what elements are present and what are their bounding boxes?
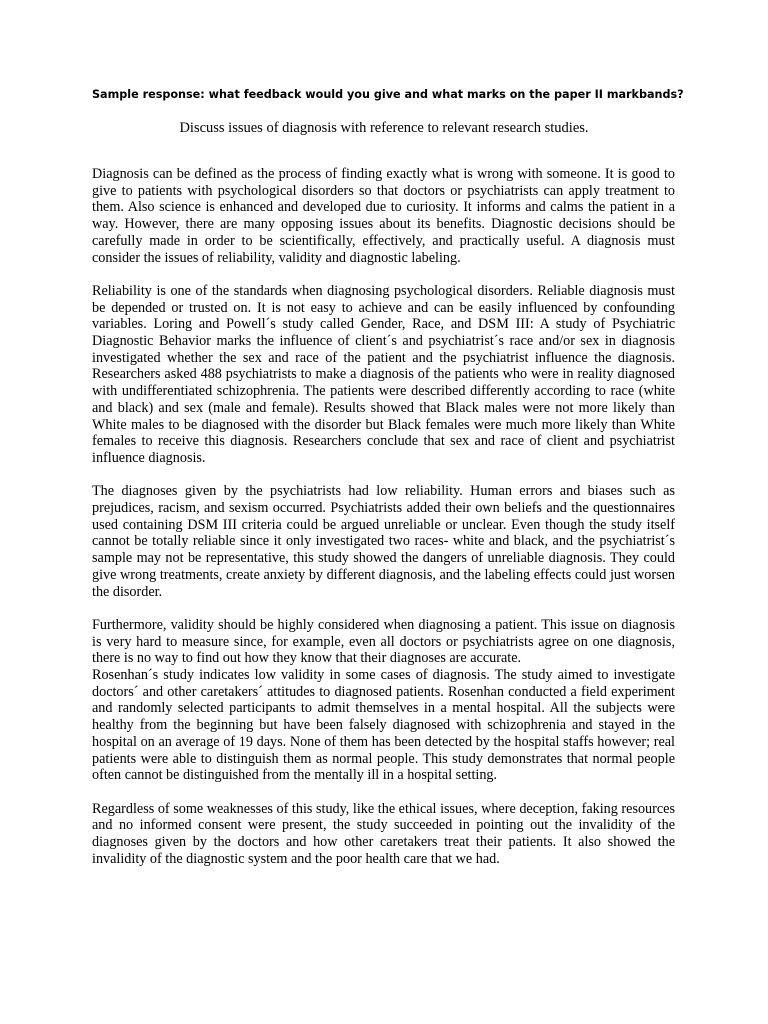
paragraph-conclusion: Regardless of some weaknesses of this study, like the ethical issues, where deception, faking resources and no informed consent were present, the study succeeded in pointing out the invalidity of the diagnoses given by the doctors and how other caretakers treat their patients. It also showed the invalidity of the diagnostic system and the poor health care that we had.	[92, 800, 675, 867]
paragraph-rosenhan-study: Rosenhan´s study indicates low validity in some cases of diagnosis. The study aimed to investigate doctors´ and other caretakers´ attitudes to diagnosed patients. Rosenhan conducted a field experiment and randomly selected participants to admit themselves in a mental hospital. All the subjects were healthy from the beginning but have been falsely diagnosed with schizophrenia and stayed in the hospital on an average of 19 days. None of them has been detected by the hospital staffs however; real patients were able to distinguish them as normal people. This study demonstrates that normal people often cannot be distinguished from the mentally ill in a hospital setting.	[92, 667, 675, 784]
paragraph-reliability: Reliability is one of the standards when diagnosing psychological disorders. Reliable diagnosis must be depended or trusted on. It is not easy to achieve and can be easily influenced by confounding variables. Loring and Powell´s study called Gender, Race, and DSM III: A study of Psychiatric Diagnostic Behavior marks the influence of client´s and psychiatrist´s race and/or sex in diagnosis investigated whether the sex and race of the patient and the psychiatrist influence the diagnosis. Researchers asked 488 psychiatrists to make a diagnosis of the patients who were in reality diagnosed with undifferentiated schizophrenia. The patients were described differently according to race (white and black) and sex (male and female). Results showed that Black males were not more likely than White males to be diagnosed with the disorder but Black females were much more likely than White females to receive this diagnosis. Researchers conclude that sex and race of client and psychiatrist influence diagnosis.	[92, 282, 675, 466]
essay-question: Discuss issues of diagnosis with reference to relevant research studies.	[179, 120, 589, 136]
paragraph-low-reliability: The diagnoses given by the psychiatrists had low reliability. Human errors and biases such as prejudices, racism, and sexism occurred. Psychiatrists added their own beliefs and the questionnaires used containing DSM III criteria could be argued unreliable or unclear. Even though the study itself cannot be totally reliable since it only investigated two races- white and black, and the psychiatrist´s sample may not be representative, this study showed the dangers of unreliable diagnosis. They could give wrong treatments, create anxiety by different diagnosis, and the labeling effects could just worsen the disorder.	[92, 483, 675, 600]
paragraph-diagnosis-definition: Diagnosis can be defined as the process of finding exactly what is wrong with someone. It is good to give to patients with psychological disorders so that doctors or psychiatrists can apply treatment to them. Also science is enhanced and developed due to curiosity. It informs and calms the patient in a way. However, there are many opposing issues about its benefits. Diagnostic decisions should be carefully made in order to be scientifically, effectively, and practically useful. A diagnosis must consider the issues of reliability, validity and diagnostic labeling.	[92, 166, 675, 266]
paragraph-validity: Furthermore, validity should be highly considered when diagnosing a patient. This issue on diagnosis is very hard to measure since, for example, even all doctors or psychiatrists agree on one diagnosis, there is no way to find out how they know that their diagnoses are accurate.	[92, 616, 675, 667]
essay-body	[92, 166, 675, 884]
document-heading: Sample response: what feedback would you give and what marks on the paper II markbands?	[92, 88, 684, 101]
